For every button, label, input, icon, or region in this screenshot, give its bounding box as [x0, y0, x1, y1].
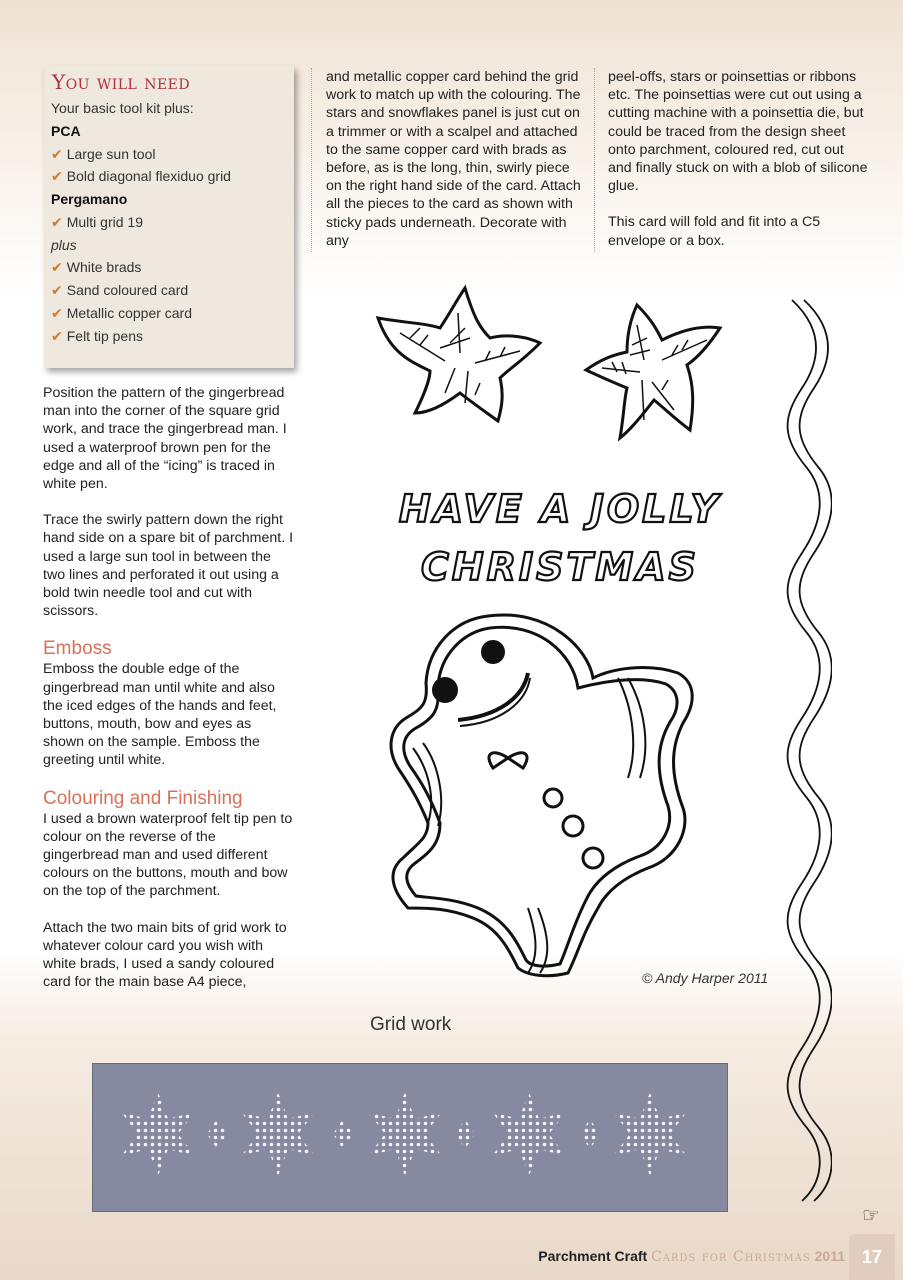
copyright-credit: © Andy Harper 2011 — [642, 970, 769, 986]
attach-paragraph: Attach the two main bits of grid work to whatever colour card you wish with white brads, I used a sandy coloured card for the main base A4 piece, — [43, 919, 287, 991]
greeting-graphic — [380, 478, 740, 598]
box-intro: Your basic tool kit plus: — [51, 100, 194, 116]
poinsettia-left-icon — [370, 283, 550, 423]
poinsettia-right-icon — [582, 300, 742, 442]
check-icon: ✔ — [51, 168, 63, 184]
instruction-paragraph: and metallic copper card behind the grid work to match up with the colouring. The stars and snowflakes panel is just cut on a trimmer or with a scalpel and attached to the same copper card with brads as before, as is the long, thin, swirly piece on the right hand side of the card. Attach all the pieces to the card as shown with sticky pads underneath. Decorate with any — [326, 69, 581, 249]
grid-work-label: Grid work — [370, 1014, 452, 1035]
footer-year: 2011 — [814, 1248, 845, 1264]
list-item: ✔ Metallic copper card — [51, 305, 193, 321]
footer-magazine: Parchment Craft — [538, 1248, 648, 1264]
list-item: ✔ Sand coloured card — [51, 282, 189, 298]
check-icon: ✔ — [51, 146, 63, 162]
list-item: ✔ Large sun tool — [51, 146, 156, 162]
column-divider — [594, 68, 595, 252]
column-3 — [608, 68, 870, 268]
plus-label: plus — [51, 237, 77, 253]
grid-work-photo — [92, 1063, 728, 1212]
check-icon: ✔ — [51, 259, 63, 275]
swirl-border-icon — [782, 298, 832, 1203]
column-2 — [326, 68, 586, 268]
you-will-need-title: You will need — [52, 70, 191, 94]
list-item: ✔ Bold diagonal flexiduo grid — [51, 168, 231, 184]
emboss-paragraph: Emboss the double edge of the gingerbread man until white and also the iced edges of the hands and feet, buttons, mouth, bow and eyes as shown on the sample. Emboss the greeting until white. — [43, 661, 277, 769]
page-number: 17 — [849, 1234, 895, 1280]
colouring-paragraph: I used a brown waterproof felt tip pen to colour on the reverse of the gingerbread man and used different colours on the buttons, mouth and bow on the top of the parchment. — [43, 810, 293, 900]
footer — [538, 1248, 845, 1265]
brand-pergamano: Pergamano — [51, 191, 128, 207]
instruction-paragraph: Position the pattern of the gingerbread man into the corner of the square grid work, and trace the gingerbread man. I used a waterproof brown pen for the edge and all of the “icing” is traced in white pen. — [43, 385, 287, 493]
you-will-need-box — [44, 66, 294, 368]
list-item: ✔ Felt tip pens — [51, 328, 143, 344]
greeting-line-2: CHRISTMAS — [421, 545, 699, 589]
pointing-hand-icon: ☞ — [862, 1205, 880, 1227]
footer-issue: Cards for Christmas — [651, 1249, 811, 1265]
emboss-heading: Emboss — [43, 638, 112, 660]
column-1 — [43, 384, 295, 1009]
instruction-paragraph: Trace the swirly pattern down the right hand side on a spare bit of parchment. I used a large sun tool in between the two lines and perforated it out using a bold twin needle tool and cut with scissors. — [43, 512, 294, 620]
check-icon: ✔ — [51, 214, 63, 230]
snowflake-pattern-icon — [93, 1064, 727, 1211]
instruction-paragraph: peel-offs, stars or poinsettias or ribbons etc. The poinsettias were cut out using a cutting machine with a poinsettia die, but could be traced from the design sheet onto parchment, coloured red, cut out and finally stuck on with a blob of silicone glue. — [608, 69, 868, 195]
list-item: ✔ White brads — [51, 259, 142, 275]
check-icon: ✔ — [51, 305, 63, 321]
brand-pca: PCA — [51, 123, 81, 139]
column-divider — [311, 68, 312, 252]
greeting-line-1: HAVE A JOLLY — [398, 487, 722, 531]
check-icon: ✔ — [51, 282, 63, 298]
instruction-paragraph: This card will fold and fit into a C5 envelope or a box. — [608, 214, 821, 249]
gingerbread-man-icon — [378, 608, 698, 988]
check-icon: ✔ — [51, 328, 63, 344]
list-item: ✔ Multi grid 19 — [51, 214, 143, 230]
colouring-heading: Colouring and Finishing — [43, 787, 243, 809]
